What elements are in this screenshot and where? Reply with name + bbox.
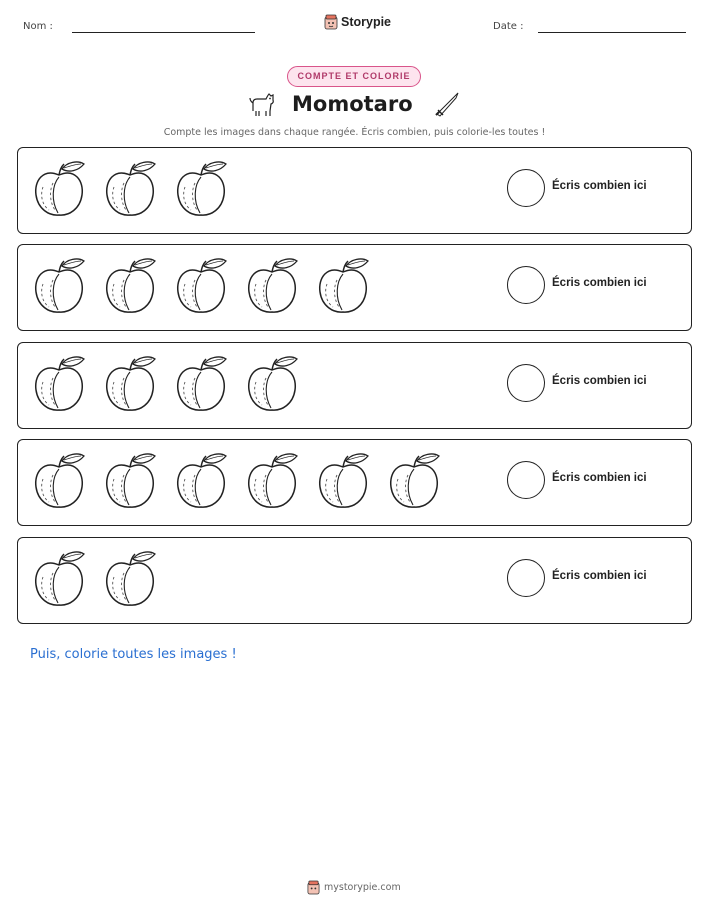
answer-prompt: Écris combien ici [552, 570, 647, 582]
storypie-mascot-icon [324, 14, 338, 30]
answer-circle[interactable] [507, 364, 545, 402]
brand-name: Storypie [341, 15, 392, 29]
peach-icon [173, 159, 229, 219]
answer-prompt: Écris combien ici [552, 277, 647, 289]
count-row-4 [17, 439, 692, 526]
peach-icon [173, 451, 229, 511]
count-row-2 [17, 244, 692, 331]
peach-icon [102, 354, 158, 414]
dog-icon [247, 89, 277, 119]
peach-icon [173, 354, 229, 414]
footer [307, 880, 401, 895]
name-label: Nom : [23, 21, 53, 32]
peach-icon [102, 451, 158, 511]
answer-circle[interactable] [507, 169, 545, 207]
peach-icon [31, 256, 87, 316]
storypie-mascot-icon [307, 880, 320, 895]
peach-icon [315, 451, 371, 511]
peach-icon [386, 451, 442, 511]
answer-prompt: Écris combien ici [552, 472, 647, 484]
date-label: Date : [493, 21, 524, 32]
answer-circle[interactable] [507, 461, 545, 499]
peach-icon [244, 354, 300, 414]
footer-url: mystorypie.com [324, 882, 401, 893]
peach-icon [31, 354, 87, 414]
answer-circle[interactable] [507, 266, 545, 304]
answer-prompt: Écris combien ici [552, 375, 647, 387]
name-line [72, 32, 255, 33]
page-title: Momotaro [292, 92, 413, 116]
peach-icon [31, 549, 87, 609]
peach-icon [315, 256, 371, 316]
instructions: Compte les images dans chaque rangée. Écris combien, puis colorie-les toutes ! [163, 127, 546, 138]
worksheet-header [0, 0, 709, 50]
peach-icon [244, 256, 300, 316]
peach-icon [31, 159, 87, 219]
date-line [538, 32, 686, 33]
answer-prompt: Écris combien ici [552, 180, 647, 192]
peach-icon [31, 451, 87, 511]
peach-icon [244, 451, 300, 511]
brand-logo [324, 14, 391, 30]
activity-badge: COMPTE ET COLORIE [287, 66, 421, 87]
answer-circle[interactable] [507, 559, 545, 597]
count-row-5 [17, 537, 692, 624]
count-row-3 [17, 342, 692, 429]
peach-icon [102, 256, 158, 316]
peach-icon [102, 159, 158, 219]
coloring-instruction: Puis, colorie toutes les images ! [30, 647, 237, 662]
peach-icon [102, 549, 158, 609]
count-row-1 [17, 147, 692, 234]
peach-icon [173, 256, 229, 316]
sword-icon [433, 90, 461, 118]
